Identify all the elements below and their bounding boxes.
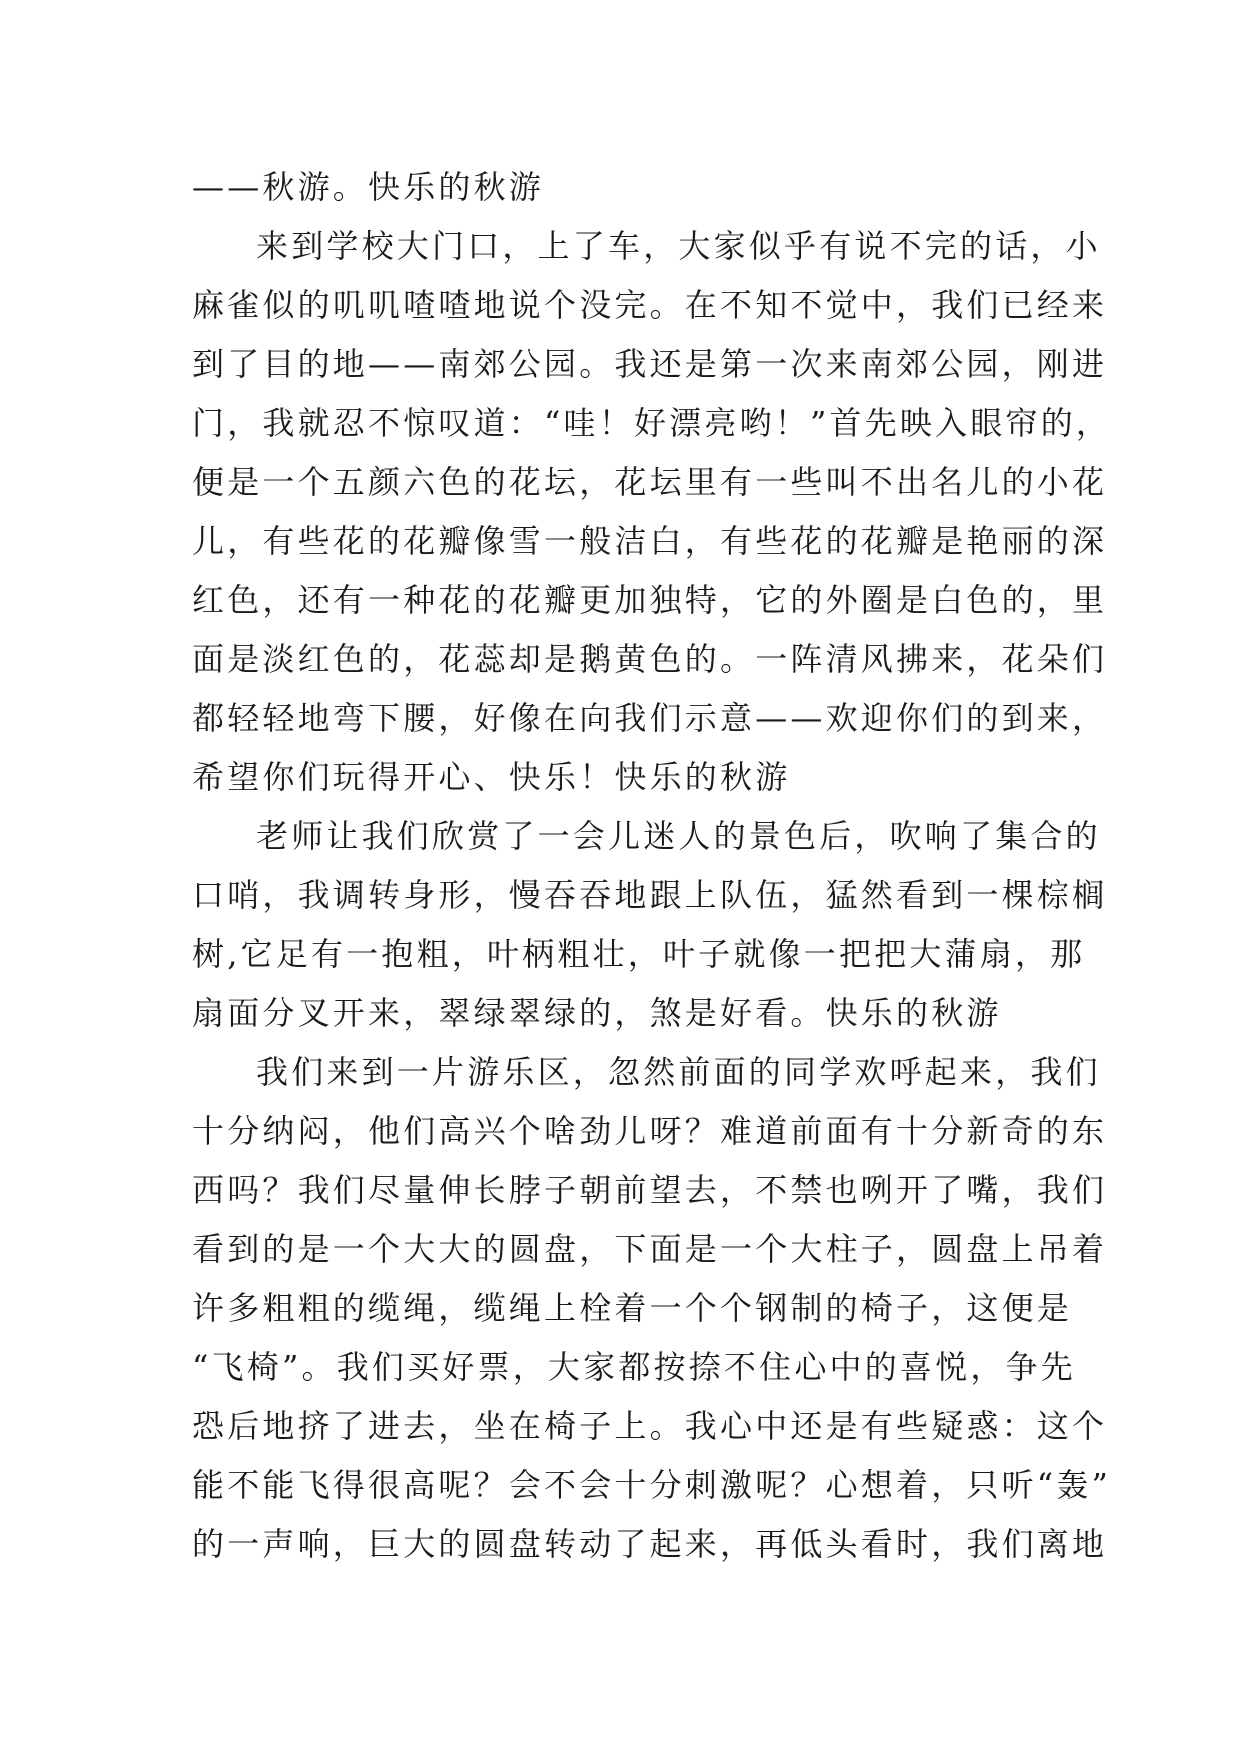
text-line: 红色，还有一种花的花瓣更加独特，它的外圈是白色的，里 — [192, 581, 1108, 619]
text-line: 看到的是一个大大的圆盘，下面是一个大柱子，圆盘上吊着 — [192, 1230, 1108, 1268]
paragraph-first-line: 来到学校大门口，上了车，大家似乎有说不完的话，小 — [256, 227, 1101, 265]
text-line: 面是淡红色的，花蕊却是鹅黄色的。一阵清风拂来，花朵们 — [192, 640, 1108, 678]
text-line: 的一声响，巨大的圆盘转动了起来，再低头看时，我们离地 — [192, 1525, 1108, 1563]
text-line: 便是一个五颜六色的花坛，花坛里有一些叫不出名儿的小花 — [192, 463, 1108, 501]
text-line: 门，我就忍不惊叹道：“哇！好漂亮哟！”首先映入眼帘的， — [192, 404, 1112, 442]
text-line: 儿，有些花的花瓣像雪一般洁白，有些花的花瓣是艳丽的深 — [192, 522, 1108, 560]
text-line: “飞椅”。我们买好票，大家都按捺不住心中的喜悦，争先 — [192, 1348, 1076, 1386]
text-line: 许多粗粗的缆绳，缆绳上栓着一个个钢制的椅子，这便是 — [192, 1289, 1073, 1327]
text-line: 树,它足有一抱粗，叶柄粗壮，叶子就像一把把大蒲扇，那 — [192, 935, 1086, 973]
text-line: 西吗？我们尽量伸长脖子朝前望去，不禁也咧开了嘴，我们 — [192, 1171, 1108, 1209]
paragraph-first-line: 老师让我们欣赏了一会儿迷人的景色后，吹响了集合的 — [256, 817, 1101, 855]
text-line: 都轻轻地弯下腰，好像在向我们示意——欢迎你们的到来， — [192, 699, 1108, 737]
document-body — [192, 158, 1112, 1574]
text-line: ——秋游。快乐的秋游 — [192, 168, 545, 206]
text-line: 麻雀似的叽叽喳喳地说个没完。在不知不觉中，我们已经来 — [192, 286, 1108, 324]
text-line: 希望你们玩得开心、快乐！快乐的秋游 — [192, 758, 791, 796]
text-line: 到了目的地——南郊公园。我还是第一次来南郊公园，刚进 — [192, 345, 1108, 383]
text-line: 口哨，我调转身形，慢吞吞地跟上队伍，猛然看到一棵棕榈 — [192, 876, 1108, 914]
text-line: 扇面分叉开来，翠绿翠绿的，煞是好看。快乐的秋游 — [192, 994, 1002, 1032]
text-line: 十分纳闷，他们高兴个啥劲儿呀？难道前面有十分新奇的东 — [192, 1112, 1108, 1150]
text-line: 恐后地挤了进去，坐在椅子上。我心中还是有些疑惑：这个 — [192, 1407, 1108, 1445]
paragraph-first-line: 我们来到一片游乐区，忽然前面的同学欢呼起来，我们 — [256, 1053, 1101, 1091]
text-line: 能不能飞得很高呢？会不会十分刺激呢？心想着，只听“轰” — [192, 1466, 1112, 1504]
